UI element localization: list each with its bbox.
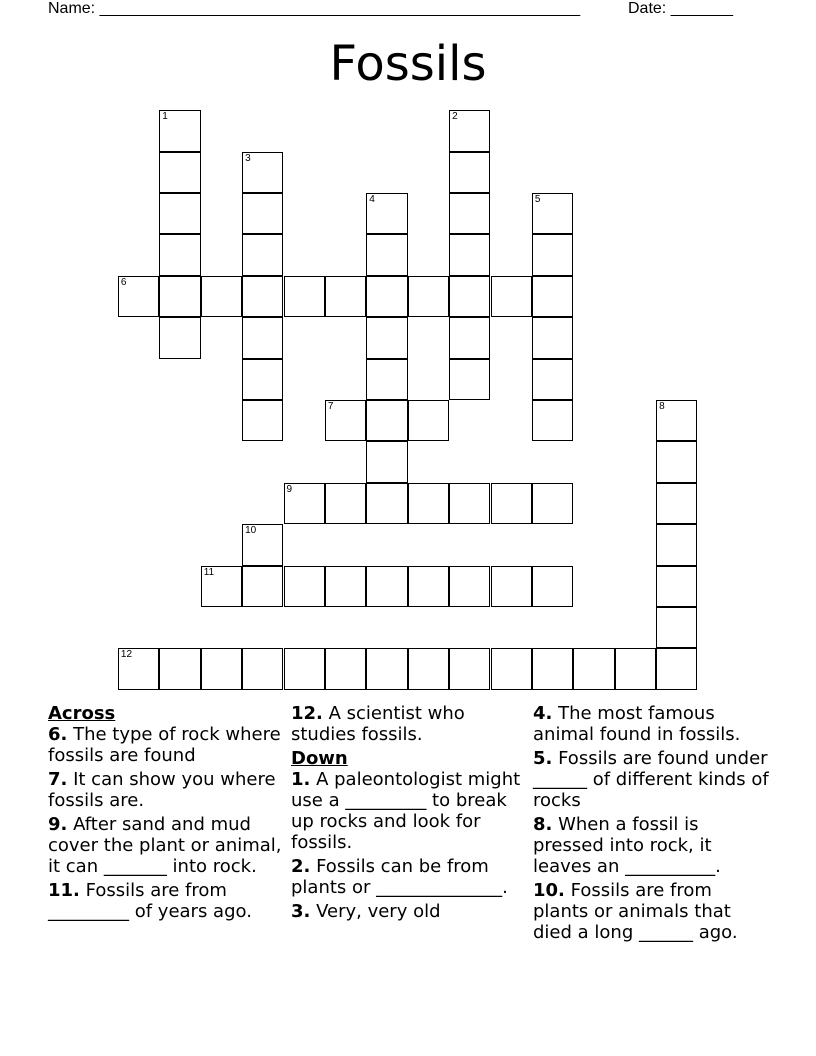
clue-number: 4 bbox=[369, 194, 375, 205]
crossword-cell[interactable] bbox=[366, 400, 407, 441]
clue-column-2 bbox=[291, 703, 527, 925]
crossword-cell[interactable] bbox=[449, 234, 490, 275]
crossword-cell[interactable] bbox=[366, 483, 407, 524]
clue-number: 5 bbox=[534, 194, 541, 205]
crossword-cell[interactable] bbox=[449, 359, 490, 400]
crossword-cell[interactable] bbox=[325, 483, 366, 524]
crossword-cell[interactable] bbox=[159, 317, 200, 358]
down-clue-10: 10. Fossils are from plants or animals that died a long ______ ago. bbox=[533, 880, 738, 943]
clue-number: 1 bbox=[162, 111, 168, 123]
crossword-cell[interactable] bbox=[366, 276, 407, 317]
crossword-cell[interactable] bbox=[284, 276, 325, 317]
crossword-cell[interactable] bbox=[491, 276, 532, 317]
clue-number: 6 bbox=[120, 276, 127, 288]
crossword-cell[interactable] bbox=[242, 400, 283, 441]
down-clue-5: 5. Fossils are found under ______ of different kinds of rocks bbox=[533, 748, 769, 811]
crossword-cell[interactable] bbox=[242, 359, 283, 400]
crossword-cell[interactable] bbox=[201, 276, 242, 317]
clue-column-3 bbox=[533, 703, 769, 946]
crossword-cell[interactable] bbox=[118, 648, 159, 689]
clue-number: 8 bbox=[659, 401, 665, 412]
crossword-cell[interactable] bbox=[242, 648, 283, 689]
crossword-cell[interactable] bbox=[159, 110, 200, 151]
clue-number: 9 bbox=[286, 483, 293, 495]
crossword-cell[interactable] bbox=[408, 483, 449, 524]
crossword-cell[interactable] bbox=[159, 276, 200, 317]
crossword-cell[interactable] bbox=[656, 566, 697, 607]
crossword-cell[interactable] bbox=[449, 152, 490, 193]
across-clue-9: 9. After sand and mud cover the plant or animal, it can _______ into rock. bbox=[48, 814, 282, 877]
crossword-cell[interactable] bbox=[449, 648, 490, 689]
crossword-cell[interactable] bbox=[656, 441, 697, 482]
clue-number: 7 bbox=[327, 401, 334, 412]
crossword-cell[interactable] bbox=[449, 110, 490, 151]
crossword-cell[interactable] bbox=[491, 483, 532, 524]
crossword-cell[interactable] bbox=[201, 566, 242, 607]
clue-number: 12 bbox=[120, 649, 133, 661]
down-heading: Down bbox=[291, 748, 348, 769]
crossword-cell[interactable] bbox=[573, 648, 614, 689]
crossword-cell[interactable] bbox=[532, 566, 573, 607]
crossword-cell[interactable] bbox=[408, 276, 449, 317]
crossword-cell[interactable] bbox=[366, 317, 407, 358]
crossword-cell[interactable] bbox=[325, 648, 366, 689]
crossword-cell[interactable] bbox=[656, 648, 697, 689]
crossword-cell[interactable] bbox=[449, 566, 490, 607]
crossword-cell[interactable] bbox=[532, 276, 573, 317]
crossword-cell[interactable] bbox=[408, 648, 449, 689]
down-clue-2: 2. Fossils can be from plants or ______________. bbox=[291, 856, 508, 898]
crossword-cell[interactable] bbox=[159, 152, 200, 193]
crossword-cell[interactable] bbox=[284, 483, 325, 524]
crossword-cell[interactable] bbox=[118, 276, 159, 317]
crossword-cell[interactable] bbox=[615, 648, 656, 689]
crossword-cell[interactable] bbox=[532, 359, 573, 400]
crossword-cell[interactable] bbox=[159, 193, 200, 234]
down-clue-3: 3. Very, very old bbox=[291, 901, 441, 922]
crossword-cell[interactable] bbox=[325, 400, 366, 441]
name-field-label: Name: ______________________________________________________ bbox=[48, 0, 581, 17]
crossword-cell[interactable] bbox=[325, 566, 366, 607]
crossword-cell[interactable] bbox=[449, 276, 490, 317]
crossword-cell[interactable] bbox=[242, 317, 283, 358]
crossword-cell[interactable] bbox=[532, 193, 573, 234]
crossword-cell[interactable] bbox=[284, 566, 325, 607]
page-title: Fossils bbox=[329, 36, 487, 92]
down-clue-1: 1. A paleontologist might use a _________ to break up rocks and look for fossils. bbox=[291, 769, 521, 853]
down-clue-8: 8. When a fossil is pressed into rock, it leaves an __________. bbox=[533, 814, 721, 877]
crossword-cell[interactable] bbox=[366, 234, 407, 275]
crossword-cell[interactable] bbox=[491, 648, 532, 689]
across-clue-6: 6. The type of rock where fossils are found bbox=[48, 724, 281, 766]
across-clue-12: 12. A scientist who studies fossils. bbox=[291, 703, 465, 745]
crossword-cell[interactable] bbox=[159, 234, 200, 275]
crossword-cell[interactable] bbox=[242, 193, 283, 234]
crossword-cell[interactable] bbox=[201, 648, 242, 689]
crossword-cell[interactable] bbox=[532, 400, 573, 441]
crossword-cell[interactable] bbox=[408, 400, 449, 441]
crossword-cell[interactable] bbox=[242, 276, 283, 317]
crossword-cell[interactable] bbox=[656, 607, 697, 648]
date-field-label: Date: _______ bbox=[628, 0, 733, 17]
crossword-cell[interactable] bbox=[532, 234, 573, 275]
crossword-cell[interactable] bbox=[325, 276, 366, 317]
crossword-cell[interactable] bbox=[656, 400, 697, 441]
crossword-cell[interactable] bbox=[159, 648, 200, 689]
crossword-cell[interactable] bbox=[656, 524, 697, 565]
crossword-cell[interactable] bbox=[366, 193, 407, 234]
across-heading: Across bbox=[48, 703, 116, 724]
clue-column-1 bbox=[48, 703, 284, 925]
crossword-cell[interactable] bbox=[532, 317, 573, 358]
crossword-cell[interactable] bbox=[532, 648, 573, 689]
crossword-cell[interactable] bbox=[242, 566, 283, 607]
across-clue-7: 7. It can show you where fossils are. bbox=[48, 769, 276, 811]
down-clue-4: 4. The most famous animal found in fossils. bbox=[533, 703, 741, 745]
crossword-cell[interactable] bbox=[242, 234, 283, 275]
crossword-cell[interactable] bbox=[284, 648, 325, 689]
clue-number: 11 bbox=[203, 566, 215, 578]
crossword-cell[interactable] bbox=[449, 193, 490, 234]
crossword-cell[interactable] bbox=[408, 566, 449, 607]
across-clue-11: 11. Fossils are from _________ of years ago. bbox=[48, 880, 252, 922]
crossword-cell[interactable] bbox=[366, 441, 407, 482]
crossword-cell[interactable] bbox=[242, 152, 283, 193]
crossword-cell[interactable] bbox=[656, 483, 697, 524]
clue-number: 10 bbox=[245, 525, 257, 537]
clue-number: 2 bbox=[452, 111, 458, 123]
crossword-cell[interactable] bbox=[532, 483, 573, 524]
crossword-cell[interactable] bbox=[449, 317, 490, 358]
crossword-cell[interactable] bbox=[366, 359, 407, 400]
crossword-cell[interactable] bbox=[491, 566, 532, 607]
crossword-cell[interactable] bbox=[242, 524, 283, 565]
crossword-cell[interactable] bbox=[449, 483, 490, 524]
crossword-cell[interactable] bbox=[366, 566, 407, 607]
clue-number: 3 bbox=[245, 152, 251, 164]
crossword-cell[interactable] bbox=[366, 648, 407, 689]
